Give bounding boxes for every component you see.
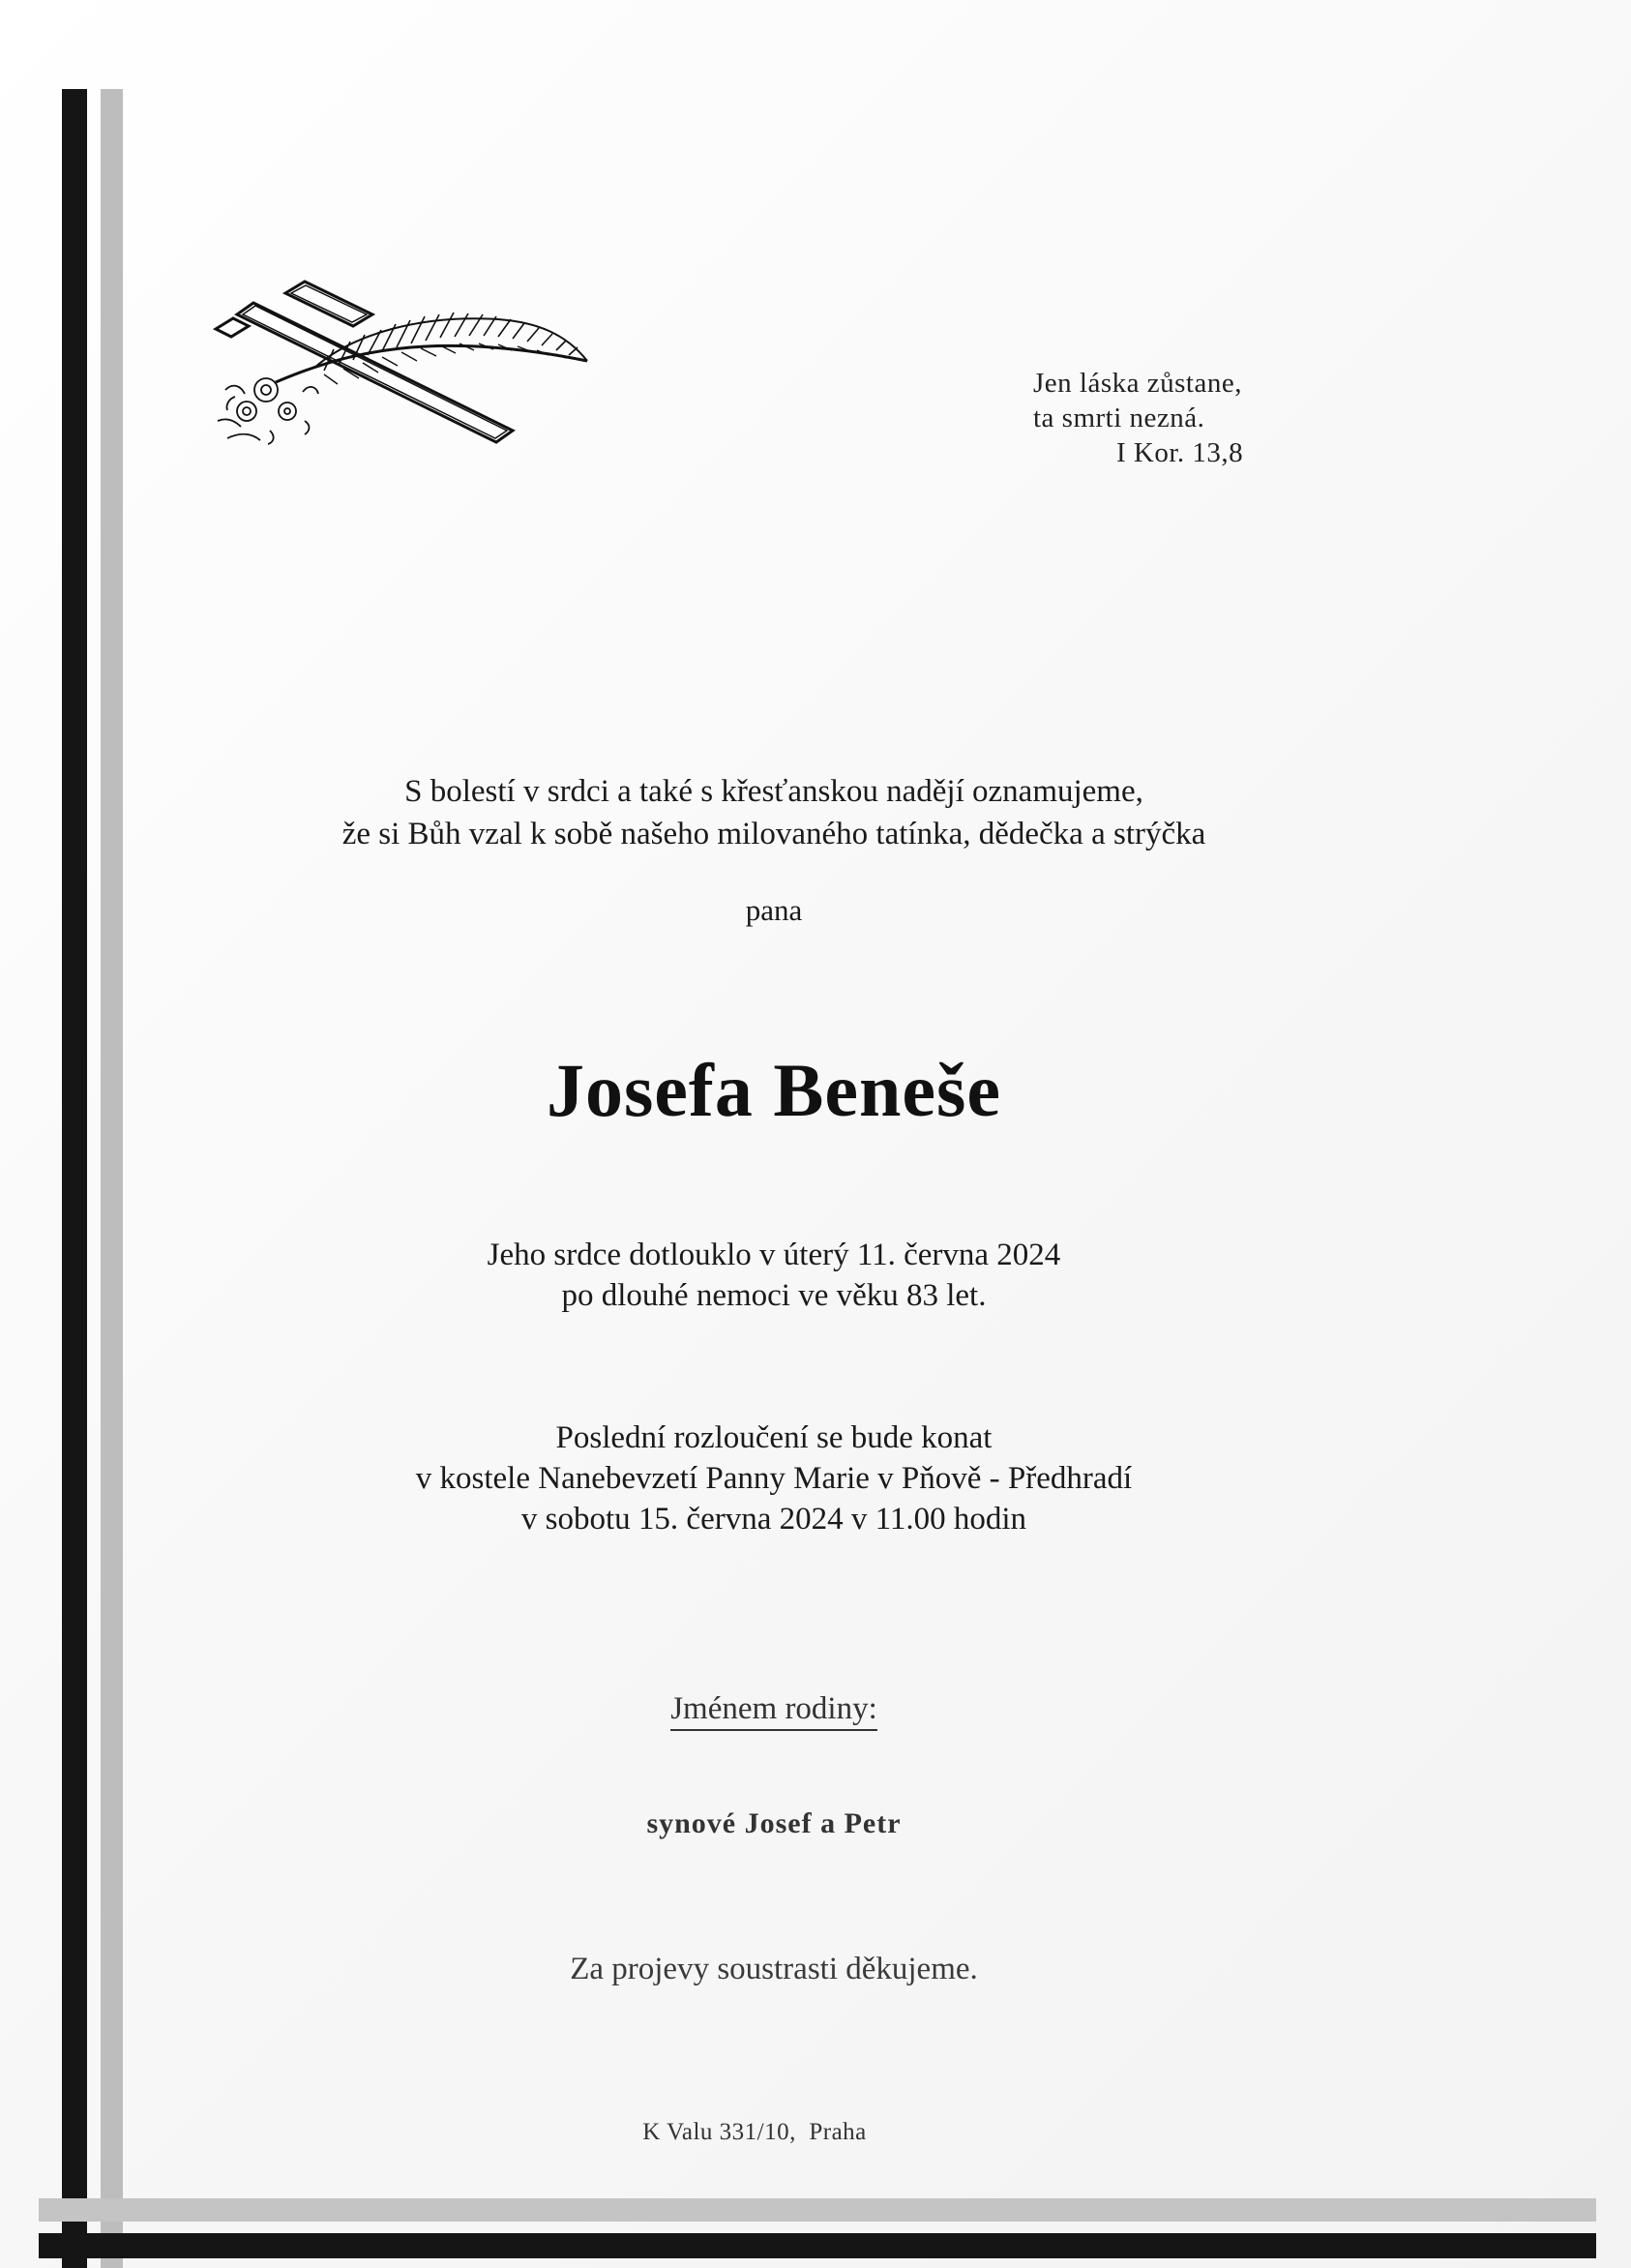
funeral-line-1: Poslední rozloučení se bude konat xyxy=(555,1420,993,1455)
announcement xyxy=(126,770,1422,855)
announcement-line-1: S bolestí v srdci a také s křesťanskou nadějí oznamujeme, xyxy=(404,774,1143,809)
quote-line-2: ta smrti nezná. xyxy=(1033,403,1205,433)
deceased-name: Josefa Beneše xyxy=(546,1048,1002,1132)
death-line-2: po dlouhé nemoci ve věku 83 let. xyxy=(561,1278,987,1313)
funeral-line-3: v sobotu 15. června 2024 v 11.00 hodin xyxy=(520,1502,1027,1537)
border-line-vertical-black xyxy=(62,89,87,2268)
border-line-horizontal-gray xyxy=(39,2198,1596,2222)
cross-palm-icon xyxy=(208,276,595,445)
family-heading-text: Jménem rodiny: xyxy=(670,1691,877,1731)
thanks-line: Za projevy soustrasti děkujeme. xyxy=(570,1952,978,1986)
family-names: synové Josef a Petr xyxy=(646,1807,902,1839)
family-heading xyxy=(126,1691,1422,1731)
announcement-line-2: že si Bůh vzal k sobě našeho milovaného tatínka, dědečka a strýčka xyxy=(341,817,1206,851)
flowers-icon xyxy=(218,378,318,444)
funeral-line-2: v kostele Nanebevzetí Panny Marie v Pňově - Předhradí xyxy=(415,1461,1133,1496)
bible-quote xyxy=(1033,366,1243,470)
cross-icon xyxy=(216,282,513,442)
address: K Valu 331/10, Praha xyxy=(642,2119,867,2145)
border-corner-black xyxy=(62,2222,87,2268)
border-line-vertical-gray xyxy=(101,89,123,2268)
death-line-1: Jeho srdce dotlouklo v úterý 11. června 2024 xyxy=(487,1238,1061,1272)
funeral-details xyxy=(126,1418,1422,1539)
quote-line-1: Jen láska zůstane, xyxy=(1033,368,1242,399)
border-line-horizontal-black xyxy=(39,2233,1596,2258)
quote-reference: I Kor. 13,8 xyxy=(1116,437,1244,468)
death-notice xyxy=(126,1235,1422,1316)
honorific: pana xyxy=(745,893,803,927)
